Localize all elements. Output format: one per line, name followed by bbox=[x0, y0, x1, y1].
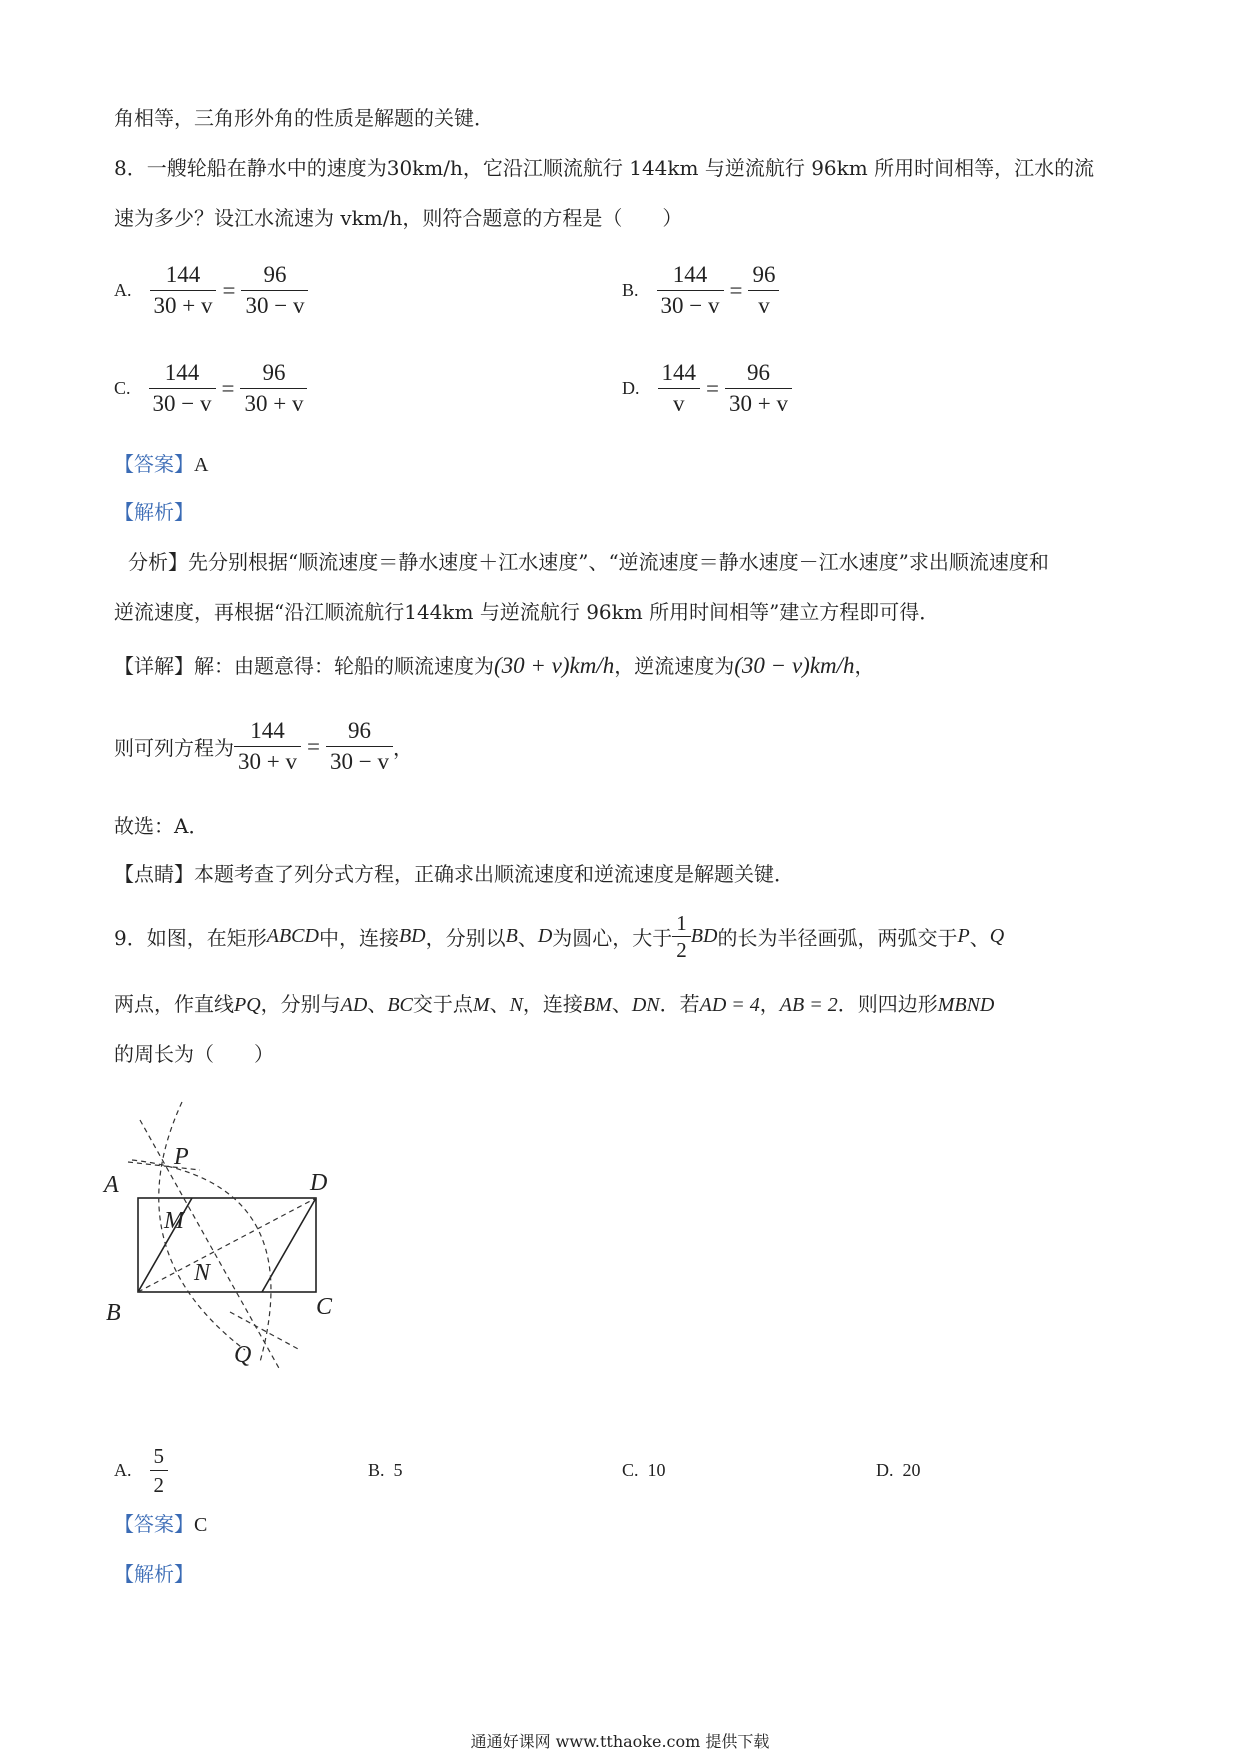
answer-value: A bbox=[194, 454, 209, 476]
label-d: D bbox=[310, 1170, 328, 1196]
q9-math: ABCD bbox=[266, 925, 319, 947]
option-label: C. bbox=[114, 378, 131, 398]
equals-sign: = bbox=[706, 375, 719, 401]
q9-text: 中，连接 bbox=[318, 926, 399, 950]
page-footer: 通通好课网 www.tthaoke.com 提供下载 bbox=[470, 1732, 770, 1751]
q9-math: AB = 2 bbox=[779, 994, 838, 1016]
q9-math: BD bbox=[398, 925, 426, 947]
option-label: B. bbox=[368, 1460, 385, 1480]
q9-math: N bbox=[509, 994, 523, 1016]
q8-option-a[interactable] bbox=[114, 260, 308, 321]
comment-tag: 【点睛】 bbox=[114, 862, 194, 886]
detail-tag: 【详解】 bbox=[114, 654, 194, 678]
label-a: A bbox=[104, 1172, 119, 1198]
q9-text: 交于点 bbox=[412, 992, 473, 1016]
q9-text: 为圆心，大于 bbox=[552, 926, 673, 950]
option-label: B. bbox=[622, 280, 639, 300]
line-pq bbox=[140, 1120, 280, 1370]
q9-geometry-figure bbox=[104, 1100, 360, 1380]
label-b: B bbox=[106, 1300, 121, 1326]
equals-sign: = bbox=[221, 375, 235, 401]
label-p: P bbox=[174, 1144, 189, 1170]
equation-prefix: 则可列方程为 bbox=[114, 736, 234, 760]
option-value: 5 bbox=[393, 1460, 403, 1480]
q9-text: 的长为半径画弧，两弧交于 bbox=[717, 926, 958, 950]
q8-option-c[interactable] bbox=[114, 358, 307, 419]
fraction: $\frac{144}{30 - v}$ bbox=[149, 358, 216, 419]
q9-text: ．若 bbox=[659, 992, 700, 1016]
q9-text: 两点，作直线 bbox=[114, 992, 234, 1016]
q9-option-b[interactable] bbox=[368, 1460, 403, 1481]
q9-math: Q bbox=[989, 925, 1005, 947]
prev-question-tail: 角相等，三角形外角的性质是解题的关键． bbox=[114, 106, 494, 130]
equals-sign: = bbox=[729, 277, 743, 303]
q8-answer bbox=[114, 450, 208, 479]
q9-math: PQ bbox=[234, 994, 261, 1016]
q9-text: ，分别与 bbox=[260, 992, 341, 1016]
fraction: $\frac{144}{30 + v}$ bbox=[234, 716, 301, 777]
q9-text: 、 bbox=[489, 992, 510, 1016]
label-c: C bbox=[316, 1294, 333, 1320]
q9-text: 、 bbox=[517, 926, 538, 950]
q9-stem-line3: 的周长为（ ） bbox=[114, 1042, 274, 1066]
answer-tag: 【答案】 bbox=[114, 452, 194, 476]
q9-text: 、 bbox=[367, 992, 388, 1016]
fraction: $\frac{96}{v}$ bbox=[748, 260, 779, 321]
label-n: N bbox=[194, 1260, 211, 1286]
q8-analysis-line2: 逆流速度，再根据“沿江顺流航行144km 与逆流航行 96km 所用时间相等”建立方程即可得． bbox=[114, 600, 940, 624]
q9-option-a[interactable] bbox=[114, 1442, 168, 1499]
fraction: $\frac{5}{2}$ bbox=[150, 1442, 169, 1499]
q9-text: ，分别以 bbox=[425, 926, 506, 950]
q9-math: P bbox=[957, 925, 970, 947]
q9-option-c[interactable] bbox=[622, 1460, 666, 1481]
fraction-half: $\frac{1}{2}$ bbox=[672, 910, 691, 963]
fraction: $\frac{96}{30 + v}$ bbox=[240, 358, 307, 419]
q8-option-b[interactable] bbox=[622, 260, 779, 321]
fraction: $\frac{96}{30 - v}$ bbox=[241, 260, 308, 321]
detail-text: ， bbox=[854, 654, 875, 678]
q8-comment bbox=[114, 860, 794, 888]
q9-stem-line2 bbox=[114, 990, 994, 1019]
q9-math: D bbox=[537, 925, 553, 947]
detail-text: 解：由题意得：轮船的顺流速度为 bbox=[194, 654, 494, 678]
fraction: $\frac{144}{30 - v}$ bbox=[657, 260, 724, 321]
q8-detail bbox=[114, 652, 875, 680]
fraction: $\frac{96}{30 + v}$ bbox=[725, 358, 792, 419]
fraction: $\frac{144}{30 + v}$ bbox=[150, 260, 217, 321]
label-m: M bbox=[164, 1208, 184, 1234]
equals-sign: = bbox=[306, 733, 320, 759]
q9-text: 9．如图，在矩形 bbox=[114, 926, 267, 950]
option-value: 20 bbox=[902, 1460, 921, 1480]
q9-math: M bbox=[472, 994, 490, 1016]
upstream-speed-expr: (30 − v)km/h bbox=[734, 653, 855, 678]
q9-math: BM bbox=[582, 994, 612, 1016]
fraction: $\frac{96}{30 - v}$ bbox=[326, 716, 393, 777]
q9-text: 、 bbox=[969, 926, 990, 950]
label-q: Q bbox=[234, 1342, 252, 1368]
q9-option-d[interactable] bbox=[876, 1460, 921, 1481]
q9-stem-line1 bbox=[114, 910, 1004, 963]
q8-equation bbox=[114, 716, 413, 777]
q9-text: ，连接 bbox=[522, 992, 583, 1016]
q8-analysis-line1: 分析】先分别根据“顺流速度＝静水速度＋江水速度”、“逆流速度＝静水速度－江水速度”求出顺流速度和 bbox=[128, 550, 1049, 574]
q9-math: MBND bbox=[937, 994, 995, 1016]
equation-suffix: ， bbox=[392, 736, 413, 760]
q9-math: BC bbox=[387, 994, 413, 1016]
answer-tag: 【答案】 bbox=[114, 1512, 194, 1536]
q8-stem-line2: 速为多少？设江水流速为 vkm/h，则符合题意的方程是（ ） bbox=[114, 206, 683, 230]
q9-text: ．则四边形 bbox=[837, 992, 938, 1016]
detail-text: ，逆流速度为 bbox=[614, 654, 735, 678]
option-value: 10 bbox=[647, 1460, 666, 1480]
q9-math: AD bbox=[340, 994, 368, 1016]
q9-math: DN bbox=[631, 994, 660, 1016]
option-label: D. bbox=[876, 1460, 894, 1480]
q8-stem-line1: 8．一艘轮船在静水中的速度为30km/h，它沿江顺流航行 144km 与逆流航行 96km 所用时间相等，江水的流 bbox=[114, 156, 1095, 180]
fraction: $\frac{144}{v}$ bbox=[658, 358, 701, 419]
q8-analysis-tag: 【解析】 bbox=[114, 500, 194, 524]
q9-text: 、 bbox=[611, 992, 632, 1016]
q9-math: AD = 4 bbox=[699, 994, 760, 1016]
q9-answer bbox=[114, 1510, 207, 1539]
equals-sign: = bbox=[222, 277, 236, 303]
comment-text: 本题考查了列分式方程，正确求出顺流速度和逆流速度是解题关键． bbox=[194, 862, 794, 886]
option-label: A. bbox=[114, 280, 132, 300]
q9-math: B bbox=[505, 925, 518, 947]
option-label: D. bbox=[622, 378, 640, 398]
q9-math: BD bbox=[690, 925, 718, 947]
answer-value: C bbox=[194, 1514, 208, 1536]
q9-text: ， bbox=[759, 992, 780, 1016]
q8-choose: 故选：A． bbox=[114, 814, 209, 838]
option-label: C. bbox=[622, 1460, 639, 1480]
option-label: A. bbox=[114, 1460, 132, 1480]
q8-option-d[interactable] bbox=[622, 358, 792, 419]
downstream-speed-expr: (30 + v)km/h bbox=[494, 653, 615, 678]
q9-analysis-tag: 【解析】 bbox=[114, 1562, 194, 1586]
